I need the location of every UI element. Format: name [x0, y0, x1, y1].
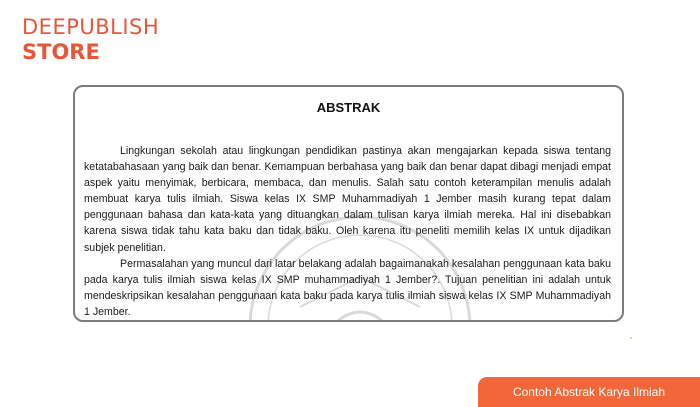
- caption-banner: Contoh Abstrak Karya Ilmiah: [478, 377, 700, 407]
- abstract-body: [84, 143, 611, 320]
- abstract-paragraph: Permasalahan yang muncul dari latar belakang adalah bagaimanakah kesalahan penggunaan kata baku pada karya tulis ilmiah siswa kelas IX SMP muhammadiyah 1 Jember?. Tujuan penelitian ini adalah untuk mendeskripsikan kesalahan penggunaan kata baku pada karya tulis ilmiah siswa kelas IX SMP Muhammadiyah 1 Jember.: [84, 257, 611, 318]
- brand-logo: [22, 17, 159, 63]
- document-title: ABSTRAK: [316, 100, 381, 115]
- abstract-paragraph: Lingkungan sekolah atau lingkungan pendidikan pastinya akan mengajarkan kepada siswa tentang ketatabahasaan yang baik dan benar. Kemampuan berbahasa yang baik dan benar dapat dibagi menjadi empat aspek yaitu menyimak, berbicara, membaca, dan menulis. Salah satu contoh keterampilan menulis adalah membuat karya tulis ilmiah. Siswa kelas IX SMP Muhammadiyah 1 Jember masih kurang tepat dalam penggunaan bahasa dan kata-kata yang dituangkan dalam tulisan karya ilmiah mereka. Hal ini disebabkan karena siswa tidak tahu kata baku dan tidak baku. Oleh karena itu peneliti memilih kelas IX untuk dijadikan subjek penelitian.: [84, 145, 611, 254]
- abstract-card: [73, 85, 624, 322]
- brand-name-line1: DEEPUBLISH: [22, 15, 160, 39]
- decorative-dot: [630, 337, 632, 339]
- brand-name-line2: STORE: [22, 40, 100, 64]
